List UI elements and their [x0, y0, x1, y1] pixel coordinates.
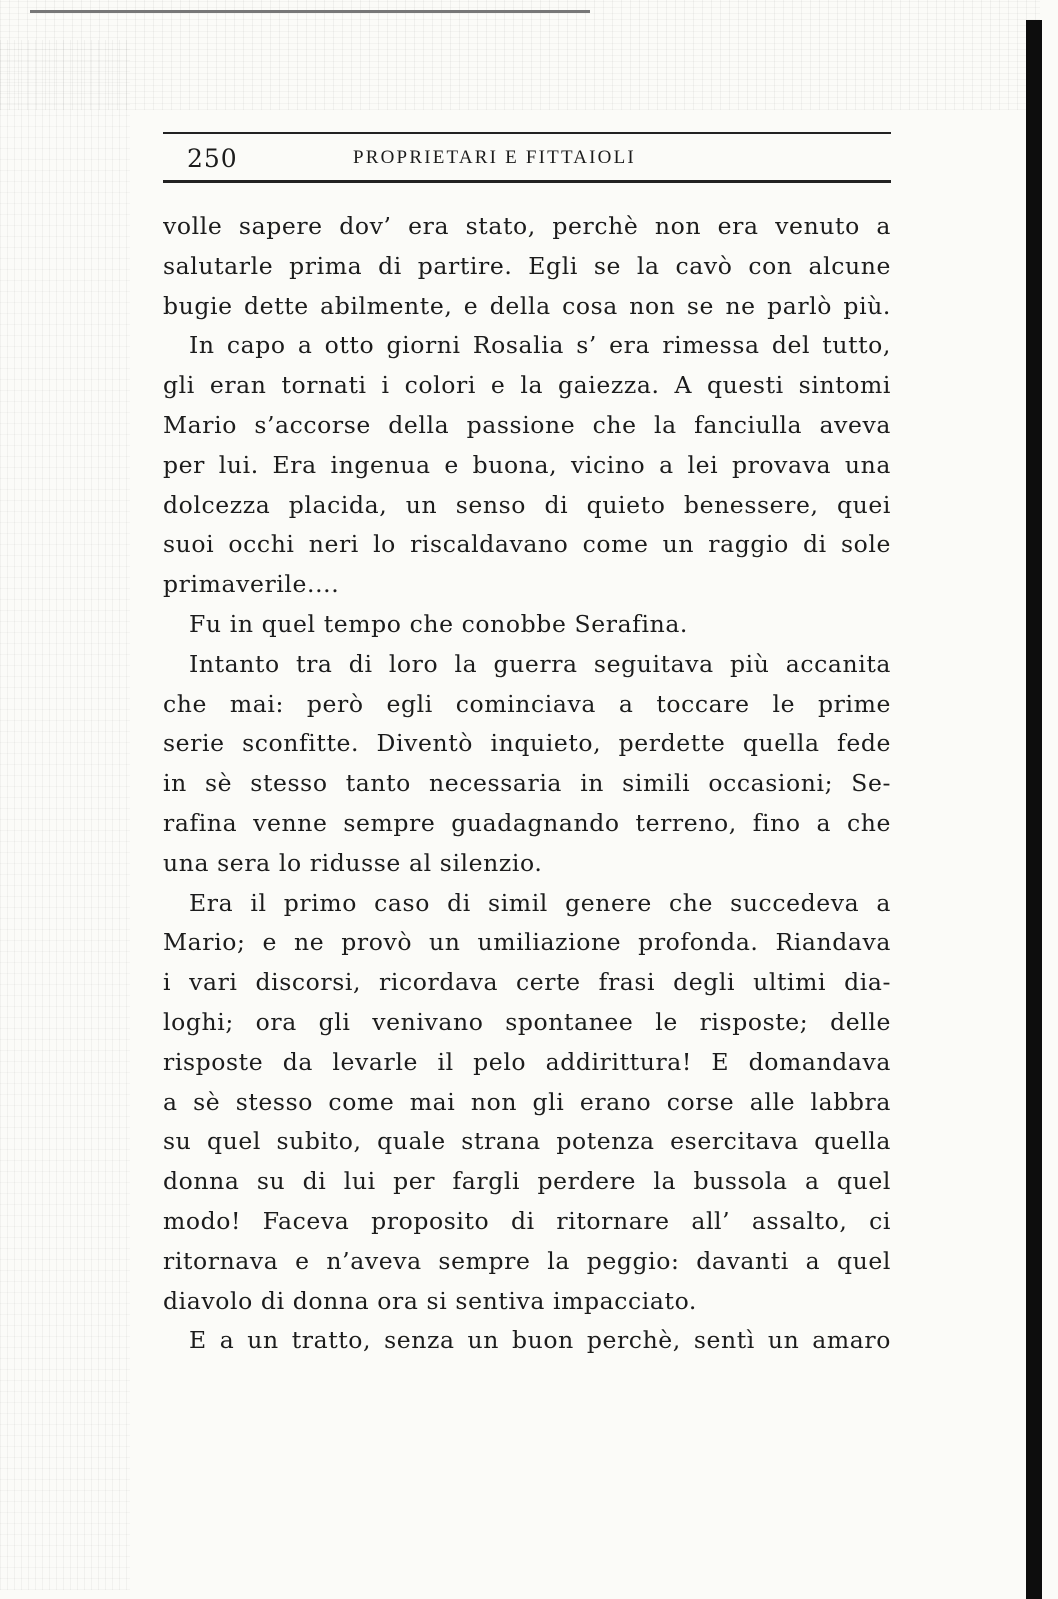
text-line: Mario s’accorse della passione che la fanciulla aveva	[163, 410, 891, 439]
text-line: che mai: però egli cominciava a toccare le prime	[163, 689, 891, 718]
text-line: risposte da levarle il pelo addirittura! E domandava	[163, 1047, 891, 1076]
text-line: suoi occhi neri lo riscaldavano come un raggio di sole	[163, 530, 891, 559]
text-line: a sè stesso come mai non gli erano corse alle labbra	[163, 1087, 891, 1116]
header-rule-top	[163, 132, 891, 134]
scan-top-line	[30, 10, 590, 13]
scan-noise-top	[0, 0, 1040, 110]
text-line: Era il primo caso di simil genere che succedeva a	[189, 888, 891, 917]
text-line: E a un tratto, senza un buon perchè, sentì un amaro	[189, 1326, 891, 1355]
text-line: rafina venne sempre guadagnando terreno, fino a che	[163, 808, 891, 837]
text-line: In capo a otto giorni Rosalia s’ era rimessa del tutto,	[189, 331, 891, 360]
page-number: 250	[187, 144, 238, 173]
text-line: salutarle prima di partire. Egli se la cavò con alcune	[163, 251, 891, 280]
running-title: PROPRIETARI E FITTAIOLI	[353, 147, 636, 168]
text-line: una sera lo ridusse al silenzio.	[163, 848, 543, 877]
running-head	[163, 130, 891, 186]
text-line: ritornava e n’aveva sempre la peggio: davanti a quel	[163, 1246, 891, 1275]
text-line: bugie dette abilmente, e della cosa non se ne parlò più.	[163, 291, 891, 320]
text-line: i vari discorsi, ricordava certe frasi degli ultimi dia-	[163, 968, 891, 997]
scan-edge-right	[1026, 20, 1042, 1599]
text-line: Fu in quel tempo che conobbe Serafina.	[189, 609, 689, 638]
text-line: primaverile....	[163, 570, 340, 599]
text-line: in sè stesso tanto necessaria in simili occasioni; Se-	[163, 769, 891, 798]
text-line: modo! Faceva proposito di ritornare all’ assalto, ci	[163, 1206, 891, 1235]
text-line: loghi; ora gli venivano spontanee le risposte; delle	[163, 1007, 891, 1036]
text-line: Mario; e ne provò un umiliazione profonda. Riandava	[163, 928, 891, 957]
text-line: dolcezza placida, un senso di quieto benessere, quei	[163, 490, 891, 519]
text-line: serie sconfitte. Diventò inquieto, perdette quella fede	[163, 729, 891, 758]
body-text	[163, 207, 891, 1361]
text-line: su quel subito, quale strana potenza esercitava quella	[163, 1127, 891, 1156]
text-line: per lui. Era ingenua e buona, vicino a lei provava una	[163, 450, 891, 479]
header-rule-bottom	[163, 180, 891, 183]
text-line: diavolo di donna ora si sentiva impacciato.	[163, 1286, 697, 1315]
scan-noise-left	[0, 40, 130, 1590]
text-line: donna su di lui per fargli perdere la bussola a quel	[163, 1167, 891, 1196]
text-line: volle sapere dov’ era stato, perchè non era venuto a	[163, 212, 891, 240]
text-line: gli eran tornati i colori e la gaiezza. A questi sintomi	[163, 371, 891, 400]
text-line: Intanto tra di loro la guerra seguitava più accanita	[189, 649, 891, 678]
